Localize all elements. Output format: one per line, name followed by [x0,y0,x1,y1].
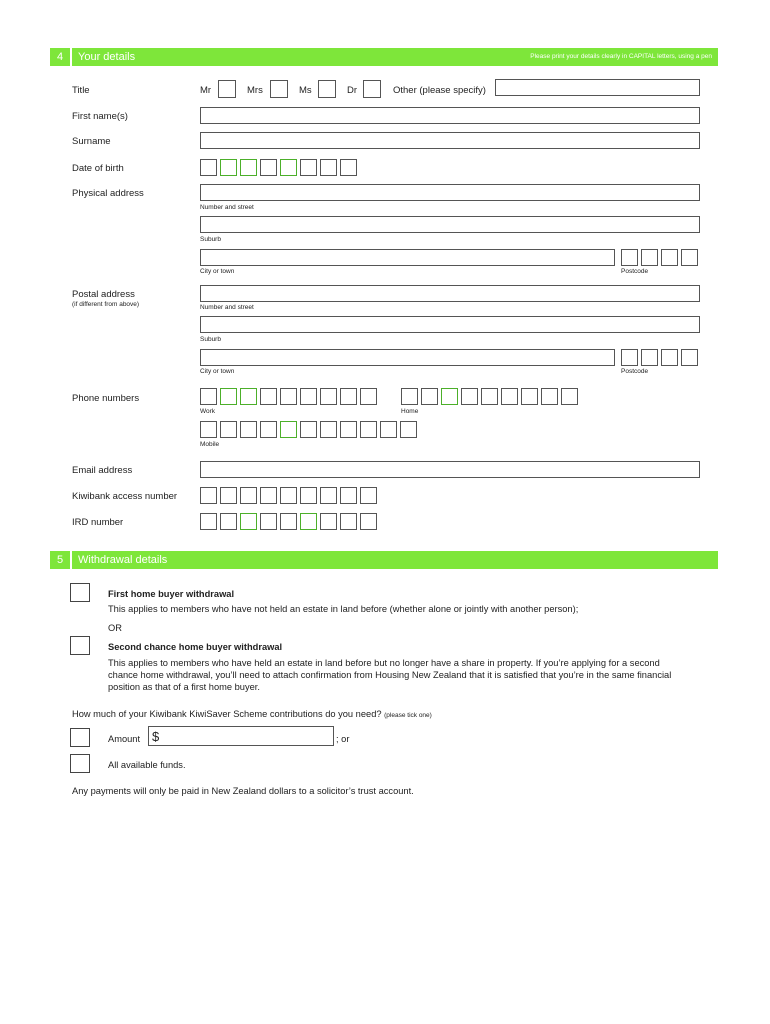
work-phone-cells[interactable] [200,388,377,405]
physical-suburb-input[interactable] [200,216,700,233]
physical-postcode-cells[interactable] [621,249,698,266]
postal-suburb-input[interactable] [200,316,700,333]
mrs-checkbox[interactable] [270,80,288,98]
question-note: (please tick one) [384,712,432,719]
mobile-caption: Mobile [200,441,220,448]
home-phone-cells[interactable] [401,388,578,405]
amount-question [72,708,432,722]
postal-city-caption: City or town [200,368,235,375]
section-number: 4 [50,48,72,66]
physical-street-input[interactable] [200,184,700,201]
second-chance-checkbox[interactable] [70,636,90,655]
section-4-header [50,48,718,66]
mr-checkbox[interactable] [218,80,236,98]
postal-postcode-cells[interactable] [621,349,698,366]
second-chance-desc: This applies to members who have held an estate in land before but no longer have a share in property. If you’re applying for a second chance home withdrawal, you’ll need to attach confirmation from Housing New Zealand that it is satisfied that you’re in the same financial position as that of a first home buyer. [108,658,672,692]
surname-label: Surname [72,136,111,147]
phone-numbers-label: Phone numbers [72,393,140,404]
surname-input[interactable] [200,132,700,149]
title-option-ms: Ms [299,85,312,96]
postcode-caption: Postcode [621,268,649,275]
home-caption: Home [401,408,419,415]
city-caption: City or town [200,268,235,275]
first-names-input[interactable] [200,107,700,124]
mobile-phone-cells[interactable] [200,421,417,438]
title-label: Title [72,85,90,96]
postal-postcode-caption: Postcode [621,368,649,375]
section-title: Your details [78,51,136,63]
section-note: Please print your details clearly in CAPITAL letters, using a pen [530,53,712,60]
currency-symbol: $ [152,729,160,744]
section-5-header [50,551,718,569]
first-home-desc: This applies to members who have not held an estate in land before (whether alone or jointly with another person); [108,604,579,614]
title-option-mrs: Mrs [247,85,263,96]
postal-number-street-caption: Number and street [200,304,254,311]
email-input[interactable] [200,461,700,478]
postal-street-input[interactable] [200,285,700,302]
question-text: How much of your Kiwibank KiwiSaver Scheme contributions do you need? [72,709,382,719]
suburb-caption: Suburb [200,236,221,243]
dr-checkbox[interactable] [363,80,381,98]
other-title-label: Other (please specify) [393,85,486,96]
section-number: 5 [50,551,72,569]
dob-label: Date of birth [72,163,124,174]
email-label: Email address [72,465,133,476]
all-funds-checkbox[interactable] [70,754,90,773]
ird-label: IRD number [72,517,124,528]
access-number-cells[interactable] [200,487,377,504]
dob-cells[interactable] [200,159,357,176]
title-option-dr: Dr [347,85,358,96]
first-home-checkbox[interactable] [70,583,90,602]
postal-suburb-caption: Suburb [200,336,221,343]
or-text: OR [108,623,122,633]
section-title: Withdrawal details [78,554,168,566]
or-suffix: ; or [336,734,350,744]
other-title-input[interactable] [495,79,700,96]
title-option-mr: Mr [200,85,212,96]
first-names-label: First name(s) [72,111,128,122]
second-chance-title: Second chance home buyer withdrawal [108,642,283,652]
postal-city-input[interactable] [200,349,615,366]
access-number-label: Kiwibank access number [72,491,178,502]
payment-note: Any payments will only be paid in New Zealand dollars to a solicitor’s trust account. [72,786,414,796]
amount-checkbox[interactable] [70,728,90,747]
amount-input[interactable] [148,726,334,746]
number-street-caption: Number and street [200,204,254,211]
postal-note: (if different from above) [72,301,140,308]
first-home-title: First home buyer withdrawal [108,589,235,599]
ird-cells[interactable] [200,513,377,530]
postal-address-label: Postal address [72,289,135,300]
amount-label: Amount [108,734,141,744]
physical-address-label: Physical address [72,188,144,199]
work-caption: Work [200,408,216,415]
ms-checkbox[interactable] [318,80,336,98]
all-funds-label: All available funds. [108,760,186,770]
physical-city-input[interactable] [200,249,615,266]
